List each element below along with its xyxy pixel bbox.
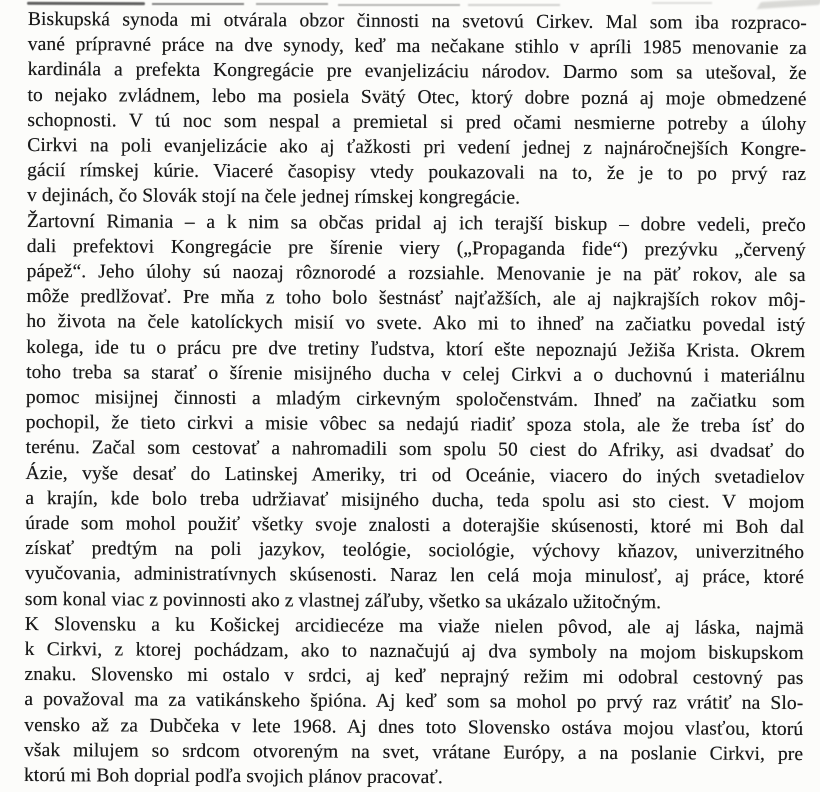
text-line: K Slovensku a ku Košickej arcidiecéze ma viaže nielen pôvod, ale aj láska, najmä bbox=[24, 613, 804, 639]
text-line: schopnosti. V tú noc som nespal a premietal si pred očami nesmierne potreby a úlohy bbox=[27, 109, 807, 135]
text-line: pomoc misijnej činnosti a mladým cirkevným spoločenstvám. Ihneď na začiatku som bbox=[25, 387, 806, 413]
text-line: pápež“. Jeho úlohy sú naozaj rôznorodé a rozsiahle. Menovanie je na päť rokov, ale sa bbox=[26, 260, 806, 287]
text-line: toho treba sa starať o šírenie misijného ducha v celej Cirkvi a o duchovnú i materiálnu bbox=[26, 361, 806, 387]
paragraph-3 bbox=[24, 612, 804, 792]
scan-artifact-top-streak bbox=[152, 3, 244, 5]
text-line: získať predtým na poli jazykov, teológie, sociológie, výchovy kňazov, univerzitného bbox=[25, 538, 805, 564]
paragraph-2 bbox=[25, 209, 806, 616]
text-line: znaku. Slovensko mi ostalo v srdci, aj keď neprajný režim mi odobral cestovný pas bbox=[24, 664, 804, 690]
text-line: kardinála a prefekta Kongregácie pre evanjelizáciu národov. Darmo som sa utešoval, že bbox=[27, 59, 807, 85]
text-line: Biskupská synoda mi otvárala obzor činnosti na svetovú Cirkev. Mal som iba rozpraco- bbox=[27, 8, 807, 35]
scan-artifact-top-streak bbox=[338, 4, 460, 6]
scan-artifact-corner-smudge bbox=[757, 0, 820, 9]
text-line: to nejako zvládnem, lebo ma posiela Svätý Otec, ktorý dobre pozná aj moje obmedzené bbox=[27, 84, 807, 110]
text-line: Ázie, vyše desať do Latinskej Ameriky, tri od Oceánie, viacero do iných svetadielov bbox=[25, 462, 805, 488]
text-line: dali prefektovi Kongregácie pre šírenie viery („Propaganda fide“) prezývku „červený bbox=[26, 235, 806, 261]
text-line: gácií rímskej kúrie. Viaceré časopisy vtedy poukazovali na to, že je to po prvý raz bbox=[27, 160, 807, 186]
text-line: vyučovania, administratívnych skúsenosti. Naraz len celá moja minulosť, aj práce, ktoré bbox=[24, 563, 805, 589]
scan-artifact-top-streak bbox=[652, 2, 712, 4]
text-line: terénu. Začal som cestovať a nahromadili som spolu 50 ciest do Afriky, asi dvadsať do bbox=[25, 437, 805, 463]
text-line: vensko až za Dubčeka v lete 1968. Aj dnes toto Slovensko ostáva mojou vlasťou, ktorú bbox=[24, 714, 804, 740]
scan-artifact-top-streak bbox=[468, 4, 560, 6]
text-line: ktorú mi Boh doprial podľa svojich plánov pracovať. bbox=[23, 765, 443, 789]
text-line: však milujem so srdcom otvoreným na svet, vrátane Európy, a na poslanie Cirkvi, pre bbox=[24, 739, 804, 765]
text-block bbox=[24, 7, 807, 792]
text-line: pochopil, že tieto cirkvi a misie vôbec sa nedajú riadiť spoza stola, ale že treba ísť do bbox=[25, 412, 805, 438]
text-line: k Cirkvi, z ktorej pochádzam, ako to naznačujú aj dva symboly na mojom biskupskom bbox=[24, 639, 804, 665]
paragraph-1 bbox=[27, 7, 807, 213]
text-line: a považoval ma za vatikánskeho špióna. Aj keď som sa mohol po prvý raz vrátiť na Slo- bbox=[24, 689, 804, 715]
text-line: ho života na čele katolíckych misií vo svete. Ako mi to ihneď na začiatku povedal istý bbox=[26, 311, 806, 337]
text-line: a krajín, kde bolo treba udržiavať misijného ducha, teda spolu asi sto ciest. V mojom bbox=[25, 487, 805, 513]
text-line: kolega, ide tu o prácu pre dve tretiny ľudstva, ktorí ešte nepoznajú Ježiša Krista. Okrem bbox=[26, 336, 806, 362]
scan-artifact-top-streak bbox=[256, 3, 328, 5]
text-line: Cirkvi na poli evanjelizácie ako aj ťažkosti pri vedení jednej z najnáročnejších Kongre- bbox=[27, 134, 807, 161]
text-line: úrade som mohol použiť všetky svoje znalosti a doterajšie skúsenosti, ktoré mi Boh dal bbox=[25, 513, 805, 539]
text-line: Žartovní Rimania – a k nim sa občas pridal aj ich terajší biskup – dobre vedeli, prečo bbox=[26, 210, 806, 236]
text-line: som konal viac z povinnosti ako z vlastnej záľuby, všetko sa ukázalo užitočným. bbox=[24, 588, 662, 613]
text-line: môže predlžovať. Pre mňa z toho bolo šestnásť najťažších, ale aj najkrajších rokov môj- bbox=[26, 286, 806, 312]
scan-artifact-top-streak bbox=[27, 2, 145, 5]
text-line: v dejinách, čo Slovák stojí na čele jednej rímskej kongregácie. bbox=[26, 185, 521, 209]
text-line: vané prípravné práce na dve synody, keď ma nečakane stihlo v apríli 1985 menovanie za bbox=[27, 34, 807, 60]
